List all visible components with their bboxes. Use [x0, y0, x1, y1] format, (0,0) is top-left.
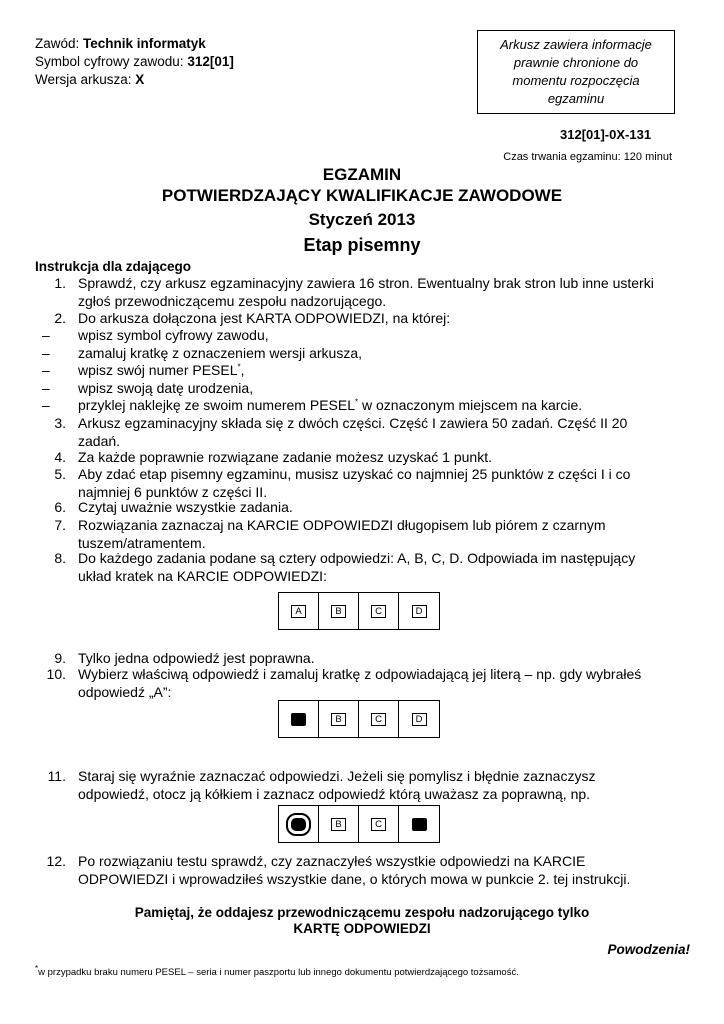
title-exam: EGZAMIN [322, 165, 402, 184]
confidential-notice-box: Arkusz zawiera informacje prawnie chronione do momentu rozpoczęcia egzaminu [477, 30, 675, 114]
profession-line: Zawód: Technik informatyk [35, 36, 206, 51]
answer-box-d: D [412, 713, 427, 726]
answer-box-a: A [291, 605, 306, 618]
instructions-heading: Instrukcja dla zdającego [35, 259, 192, 274]
answer-box-b: B [331, 818, 346, 831]
reminder-line-2: KARTĘ ODPOWIEDZI [293, 921, 431, 936]
answer-box-a-circled [291, 818, 306, 831]
answer-box-b: B [331, 605, 346, 618]
answer-box-d: D [412, 605, 427, 618]
footnote: *w przypadku braku numeru PESEL – seria i numer paszportu lub innego dokumentu potwierdzającego tożsamość. [35, 963, 519, 978]
answer-grid-correction-example [278, 805, 440, 843]
good-luck: Powodzenia! [607, 942, 690, 957]
title-qualification: POTWIERDZAJĄCY KWALIFIKACJE ZAWODOWE [161, 186, 563, 205]
answer-box-c: C [371, 713, 386, 726]
reminder-line-1: Pamiętaj, że oddajesz przewodniczącemu zespołu nadzorującego tylko [134, 905, 590, 920]
answer-box-d-filled [412, 818, 427, 831]
symbol-line: Symbol cyfrowy zawodu: 312[01] [35, 54, 234, 69]
sheet-code: 312[01]-0X-131 [560, 127, 652, 142]
exam-header [35, 35, 234, 89]
version-line: Wersja arkusza: X [35, 72, 145, 87]
answer-box-c: C [371, 818, 386, 831]
answer-box-b: B [331, 713, 346, 726]
answer-box-c: C [371, 605, 386, 618]
answer-box-a-filled [291, 713, 306, 726]
exam-duration: Czas trwania egzaminu: 120 minut [503, 151, 672, 163]
title-stage: Etap pisemny [303, 235, 421, 255]
answer-grid-example [278, 592, 440, 630]
title-date: Styczeń 2013 [308, 210, 416, 229]
answer-grid-filled-example [278, 700, 440, 738]
